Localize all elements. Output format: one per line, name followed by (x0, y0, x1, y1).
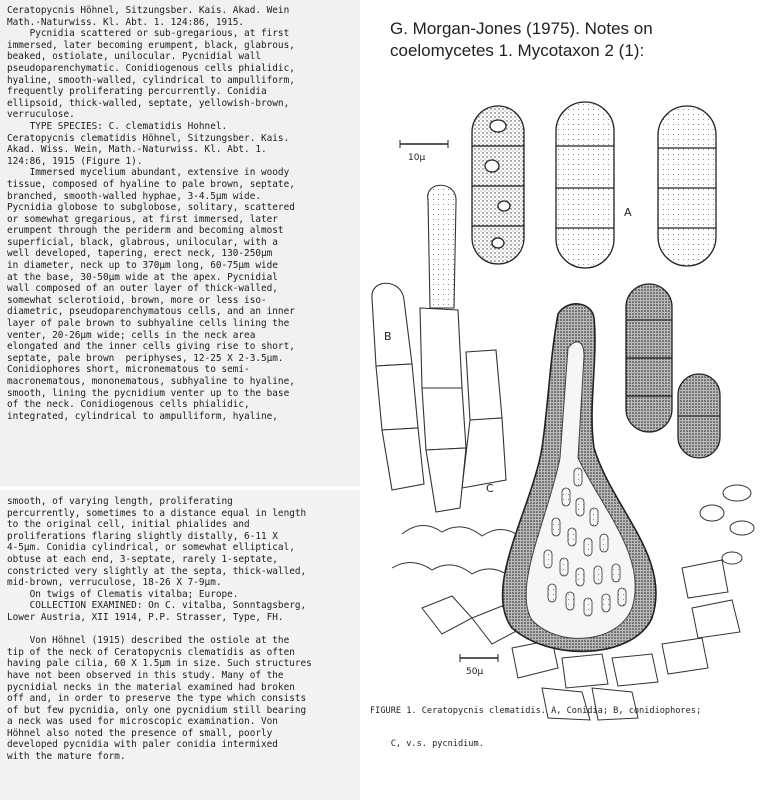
top-text-line: septate, pale brown periphyses, 12-25 X 2-3.5µm. (7, 352, 284, 364)
top-text-line: somewhat sclerotioid, brown, more or less iso- (7, 294, 267, 306)
figure-label-a: A (624, 206, 632, 219)
top-text-line: immersed, later becoming erumpent, black, glabrous, (7, 39, 295, 51)
top-text-line: elongated and the inner cells giving rise to short, (7, 341, 295, 353)
description-text-bottom (7, 496, 312, 763)
bottom-text-line: Lower Austria, XII 1914, P.P. Strasser, Type, FH. (7, 611, 284, 623)
citation-line-1: G. Morgan-Jones (1975). Notes on (390, 19, 653, 38)
top-text-line: integrated, cylindrical to ampulliform, hyaline, (7, 410, 278, 422)
bottom-text-line: proliferations flaring slightly distally, 6-11 X (7, 530, 278, 542)
top-text-line: superficial, black, glabrous, unilocular, with a (7, 236, 278, 248)
bottom-text-line: off and, in order to preserve the type which consists (7, 693, 307, 705)
bottom-text-line: having pale cilia, 60 X 1.5µm in size. Such structures (7, 658, 312, 670)
top-text-line: Ceratopycnis clematidis Höhnel, Sitzungsber. Kais. (7, 132, 290, 144)
bottom-text-line: Höhnel also noted the presence of small, poorly (7, 727, 273, 739)
bottom-text-line: On twigs of Clematis vitalba; Europe. (7, 588, 239, 600)
top-text-line: frequently proliferating percurrently. Conidia (7, 86, 267, 98)
bottom-text-line: with the mature form. (7, 751, 126, 763)
top-text-line: branched, smooth-walled hyphae, 3-4.5µm wide. (7, 190, 261, 202)
text-column-bottom (0, 490, 360, 800)
figure-caption-line-1: FIGURE 1. Ceratopycnis clematidis. A, Conidia; B, conidiophores; (370, 706, 702, 716)
figure-label-c: C (486, 482, 494, 495)
top-text-line: tissue, composed of hyaline to pale brown, septate, (7, 178, 295, 190)
bottom-text-line: of but few pycnidia, only one pycnidium still bearing (7, 704, 307, 716)
figure-plate (362, 88, 760, 788)
top-text-line: smooth, lining the pycnidium venter up to the base (7, 387, 290, 399)
bottom-text-line: COLLECTION EXAMINED: On C. vitalba, Sonntagsberg, (7, 600, 307, 612)
bottom-text-line: obtuse at each end, 3-septate, rarely 1-septate, (7, 553, 278, 565)
top-text-line: ellipsoid, thick-walled, septate, yellowish-brown, (7, 97, 290, 109)
top-text-line: or somewhat gregarious, at first immersed, later (7, 213, 278, 225)
top-text-line: layer of pale brown to subhyaline cells lining the (7, 318, 290, 330)
top-text-line: erumpent through the periderm and becoming almost (7, 225, 284, 237)
bottom-text-line: constricted very slightly at the septa, thick-walled, (7, 565, 307, 577)
top-text-line: diametric, pseudoparenchymatous cells, and an inner (7, 306, 295, 318)
top-text-line: in diameter, neck up to 370µm long, 60-75µm wide (7, 260, 278, 272)
top-text-line: macronematous, mononematous, subhyaline to hyaline, (7, 376, 295, 387)
scale-label-large: 50µ (466, 667, 484, 677)
bottom-text-line: 4-5µm. Conidia cylindrical, or somewhat elliptical, (7, 542, 295, 554)
scale-bar-small (400, 140, 448, 163)
top-text-line: pseudoparenchymatic. Conidiogenous cells phialidic, (7, 62, 295, 74)
top-text-line: of the neck. Conidiogenous cells phialidic, (7, 399, 250, 411)
figure-caption-line-2: C, v.s. pycnidium. (370, 739, 484, 749)
top-text-line: Conidiophores short, micronematous to semi- (7, 364, 250, 376)
top-text-line: well developed, tapering, erect neck, 130-250µm (7, 248, 273, 260)
bottom-text-line: pycnidial necks in the material examined had broken (7, 681, 295, 693)
bottom-text-line: mid-brown, verruculose, 18-26 X 7-9µm. (7, 577, 222, 589)
top-text-line: venter, 20-26µm wide; cells in the neck area (7, 329, 256, 341)
top-text-line: Math.-Naturwiss. Kl. Abt. 1. 124:86, 1915. (7, 16, 245, 28)
citation-line-2: coelomycetes 1. Mycotaxon 2 (1): (390, 41, 645, 60)
top-text-line: Pycnidia globose to subglobose, solitary, scattered (7, 202, 295, 214)
bottom-text-line: to the original cell, initial phialides and (7, 519, 250, 531)
bottom-text-line: have not been observed in this study. Many of the (7, 669, 284, 681)
conidia-group-a (472, 102, 720, 458)
bottom-text-line: Von Höhnel (1915) described the ostiole at the (7, 635, 290, 647)
bottom-text-line: developed pycnidia with paler conidia intermixed (7, 739, 278, 751)
top-text-line: Akad. Wiss. Wein, Math.-Naturwiss. Kl. Abt. 1. (7, 144, 267, 156)
bottom-text-line (7, 624, 312, 636)
top-text-line: wall composed of an outer layer of thick-walled, (7, 283, 278, 295)
top-text-line: Pycnidia scattered or sub-gregarious, at first (7, 28, 290, 40)
top-text-line: beaked, ostiolate, unilocular. Pycnidial wall (7, 51, 261, 63)
top-text-line: hyaline, smooth-walled, cylindrical to ampulliform, (7, 74, 295, 86)
scale-label-small: 10µ (408, 153, 426, 163)
figure-label-b: B (384, 330, 392, 343)
bottom-text-line: a neck was used for microscopic examination. Von (7, 716, 278, 728)
top-text-line: verruculose. (7, 109, 75, 121)
top-text-line: TYPE SPECIES: C. clematidis Hohnel. (7, 120, 228, 132)
top-text-line: Immersed mycelium abundant, extensive in woody (7, 167, 290, 179)
top-text-line: Ceratopycnis Höhnel, Sitzungsber. Kais. Akad. Wein (7, 5, 290, 16)
top-text-line: 124:86, 1915 (Figure 1). (7, 155, 143, 167)
citation-header (390, 18, 750, 62)
bottom-text-line: percurrently, sometimes to a distance equal in length (7, 507, 307, 519)
top-text-line: at the base, 30-50µm wide at the apex. Pycnidial (7, 271, 278, 283)
scale-bar-large (460, 654, 498, 677)
description-text-top (7, 5, 295, 422)
figure-caption (370, 684, 755, 761)
text-column-top (0, 0, 360, 486)
bottom-text-line: tip of the neck of Ceratopycnis clematidis as often (7, 646, 295, 658)
bottom-text-line: smooth, of varying length, proliferating (7, 496, 233, 507)
